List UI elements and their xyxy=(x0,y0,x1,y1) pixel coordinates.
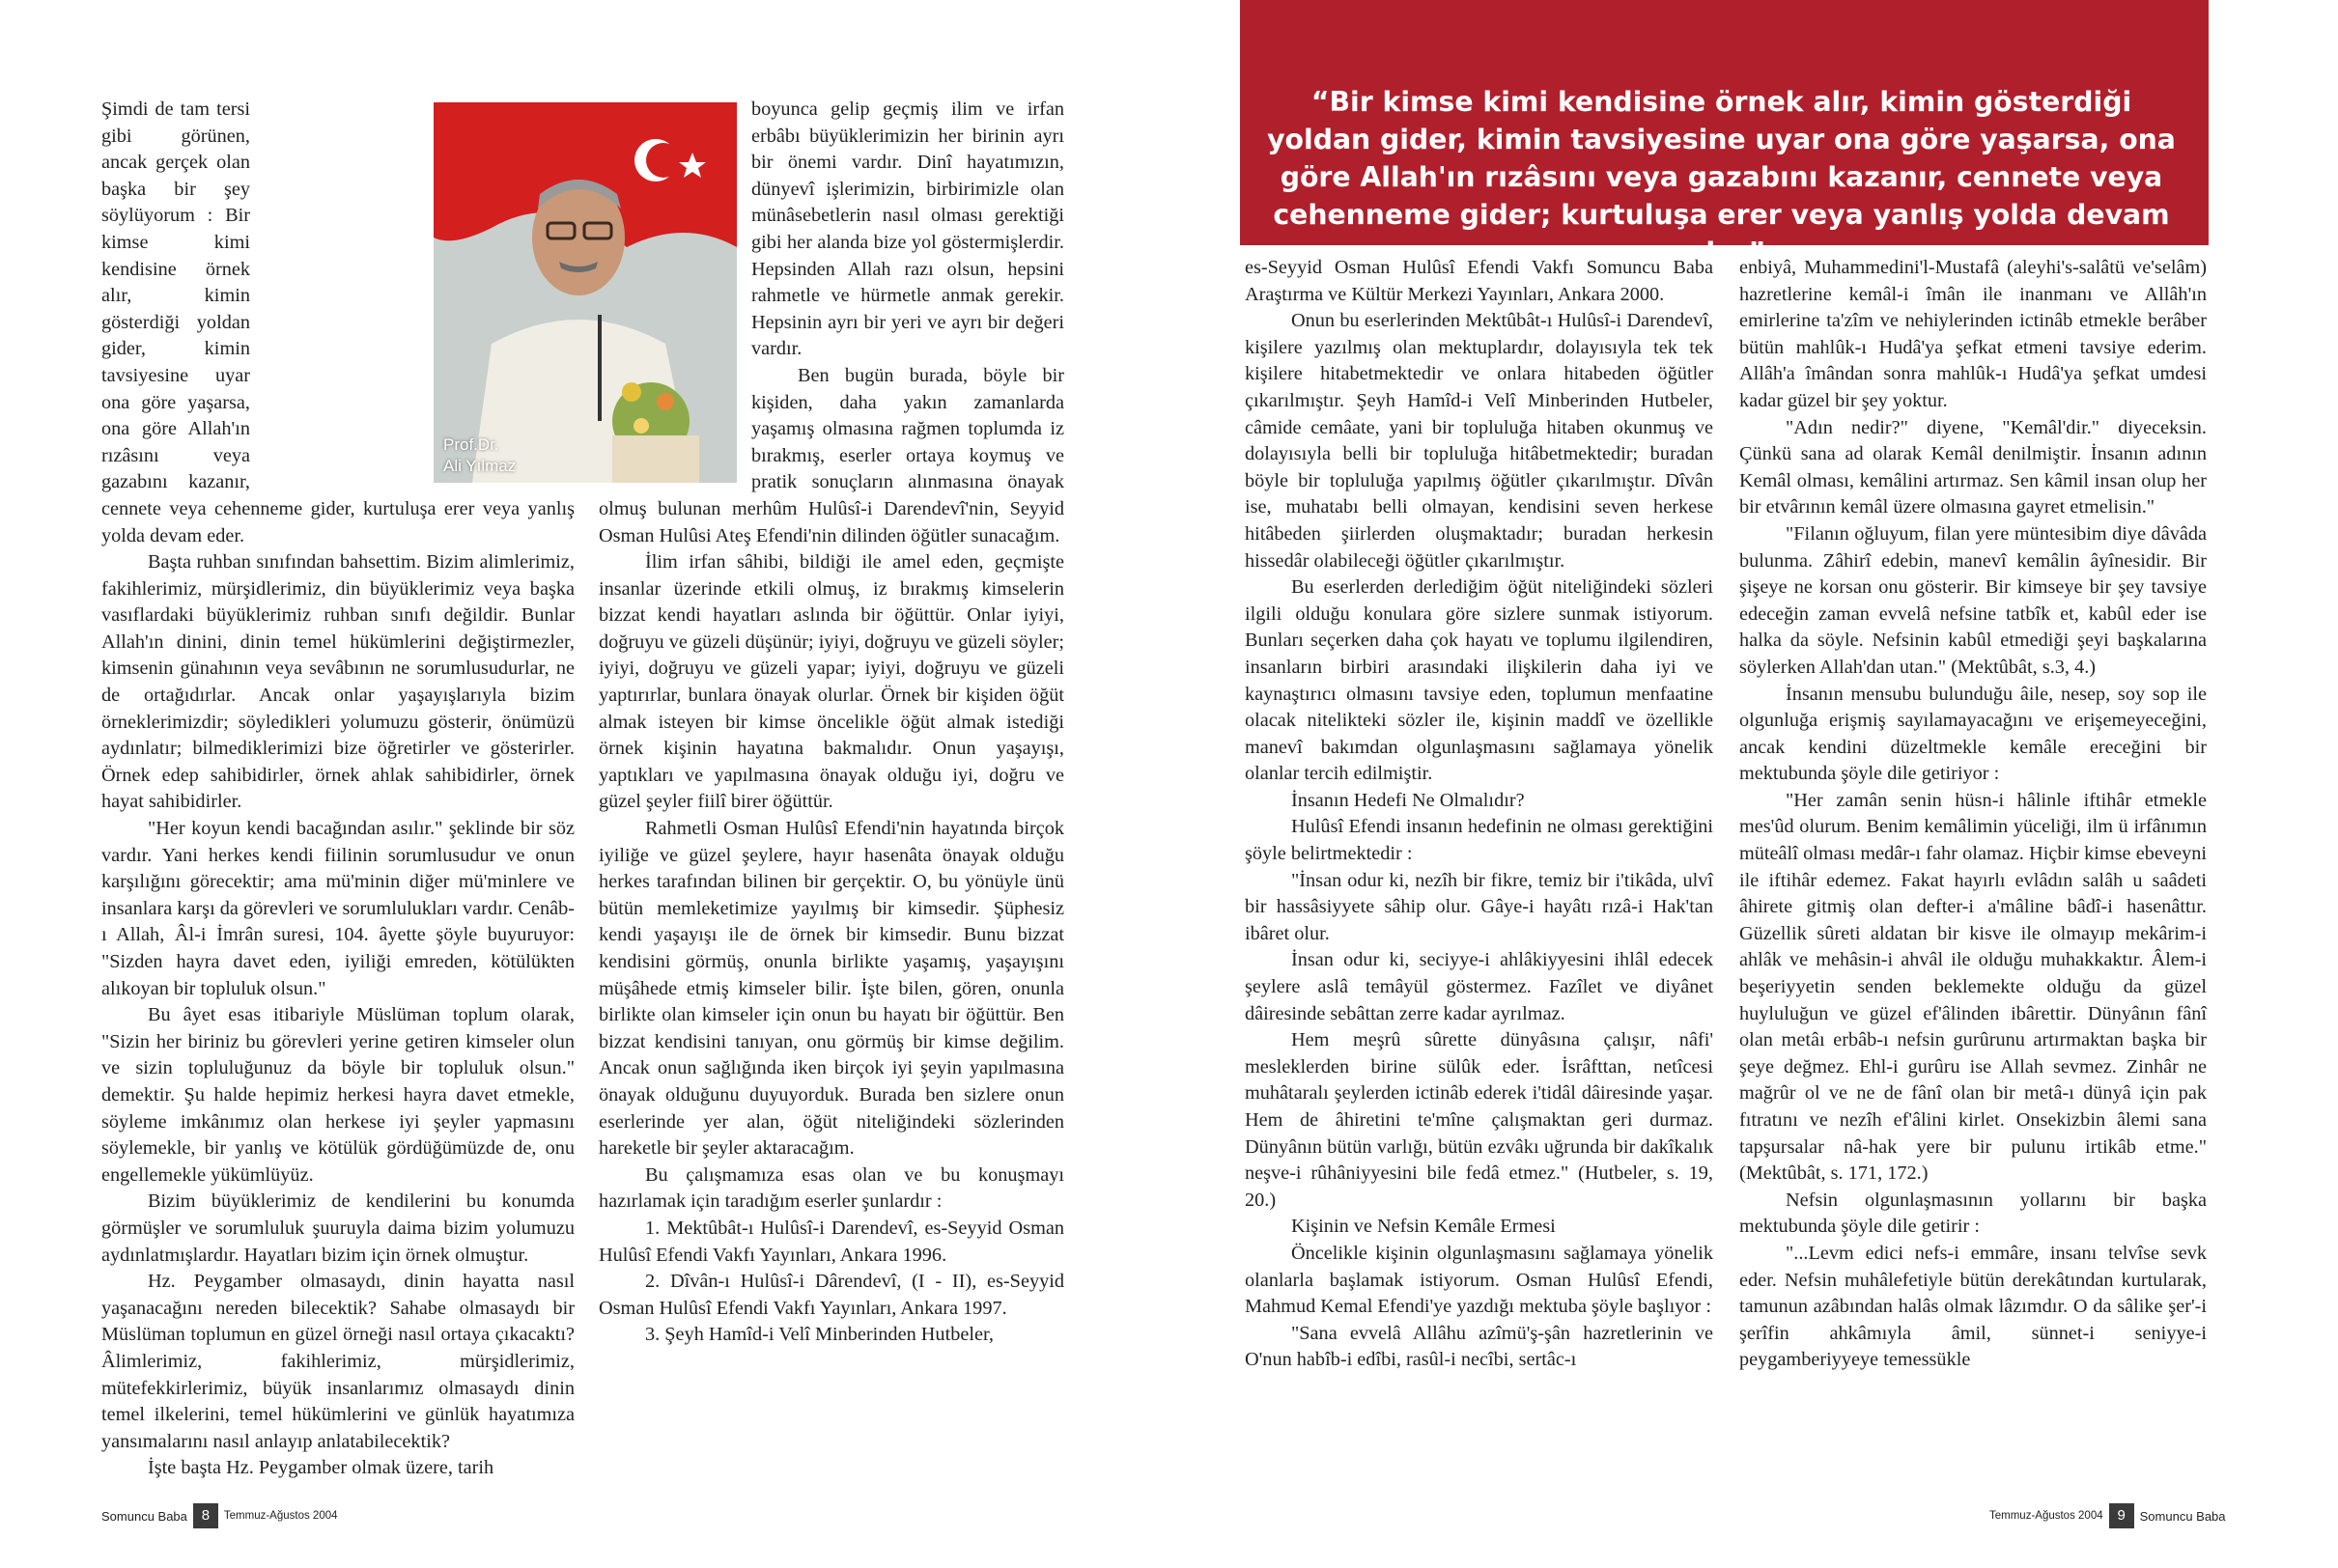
right-column-2 xyxy=(1739,255,2207,1374)
paragraph: boyunca gelip geçmiş ilim ve irfan erbâbı büyüklerimizin her birinin ayrı bir önemi vardır. Dinî hayatımızın, dünyevî işlerimizin, birbirimizle olan münâsebetlerin nasıl olması gerektiği gibi her alanda bize yol göstermişlerdir. Hepsinden Allah razı olsun, hepsini rahmetle ve hürmetle anmak gerekir. Hepsinin ayrı bir yeri ve ayrı bir değeri vardır. xyxy=(751,98,1064,360)
photo-caption-title: Prof.Dr. xyxy=(443,435,499,454)
footer-date: Temmuz-Ağustos 2004 xyxy=(223,1510,338,1522)
section-heading: Kişinin ve Nefsin Kemâle Ermesi xyxy=(1291,1216,1556,1238)
paragraph: Onun bu eserlerinden Mektûbât-ı Hulûsî-i Darendevî, kişilere yazılmış olan mektuplardır, dolayısıyla tek tek kişilere hitabetmektedir ve onlara hitabeden öğütler çıkarılmıştır. Şeyh Hamîd-i Velî Minberinden Hutbeler, câmide cemâate, yani bir topluluğa hitaben okunmuş ve dolayısıyla belli bir topluluğa hitâbetmektedir; buradan böyle bir topluluğa yapılmış öğütler çıkarılmıştır. Dîvân ise, muhatabı belli olmayan, kendisini seven herkese hitâbeden şiirlerden oluşmaktadır; buradan herkesin hissedâr olabileceği öğütler çıkarılmıştır. xyxy=(1245,310,1713,572)
left-column-2 xyxy=(599,97,1064,1349)
paragraph: Ben bugün burada, böyle bir kişiden, daha yakın zamanlarda yaşamış olmasına rağmen toplumda iz bırakmış, eserler ortaya koymuş ve pratik sonuçların alınmasına önayak olmuş bulunan merhûm Hulûsî-i Darendevî'nin, Seyyid Osman Hulûsi Ateş Efendi'nin dilinden öğütler sunacağım. xyxy=(599,364,1064,546)
page-number: 8 xyxy=(193,1503,218,1528)
photo-caption xyxy=(443,434,516,477)
paragraph: İlim irfan sâhibi, bildiği ile amel eden, geçmişte insanlar üzerinde etkili olmuş, iz bırakmış kimselerin bizzat kendi hayatları aslında bir öğüttür. Onlar iyiyi, doğruyu ve güzeli düşünür; iyiyi, doğruyu ve güzeli söyler; iyiyi, doğruyu ve güzeli yapar; iyiyi, doğruyu ve güzeli yaptırırlar, bunlara önayak olurlar. Örnek bir kişiden öğüt almak isteyen bir kimse öncelikle öğüt almak istediği örnek kişinin hayatına bakmalıdır. Onun yaşayışı, yaptıkları ve yapılmasına önayak olduğu iyi, doğru ve güzel şeyler fiilî birer öğüttür. xyxy=(599,551,1064,813)
paragraph: 1. Mektûbât-ı Hulûsî-i Darendevî, es-Seyyid Osman Hulûsî Efendi Vakfı Yayınları, Ankara 1996. xyxy=(599,1217,1064,1266)
footer-left xyxy=(101,1502,338,1529)
quote-paragraph: "...Levm edici nefs-i emmâre, insanı telvîse sevk eder. Nefsin muhâlefetiyle bütün derekâtından kurtularak, tamunun azâbından halâs olmak lâzımdır. O da sâlike şer'-i şerîfin ahkâmıyla âmil, sünnet-i seniyye-i peygamberiyyeye temessükle xyxy=(1739,1242,2207,1371)
paragraph: Öncelikle kişinin olgunlaşmasını sağlamaya yönelik olanlarla başlamak istiyorum. Osman Hulûsî Efendi, Mahmud Kemal Efendi'ye yazdığı mektuba şöyle başlıyor : xyxy=(1245,1242,1713,1318)
paragraph: 2. Dîvân-ı Hulûsî-i Dârendevî, (I - II), es-Seyyid Osman Hulûsî Efendi Vakfı Yayınları, Ankara 1997. xyxy=(599,1271,1064,1319)
page-number: 9 xyxy=(2109,1503,2134,1528)
paragraph: Nefsin olgunlaşmasının yollarını bir başka mektubunda şöyle dile getirir : xyxy=(1739,1189,2207,1238)
paragraph: Hulûsî Efendi insanın hedefinin ne olması gerektiğini şöyle belirtmektedir : xyxy=(1245,816,1713,865)
quote-paragraph: "İnsan odur ki, nezîh bir fikre, temiz bir i'tikâda, ulvî bir hassâsiyyete sâhip olur. Gâye-i hayâtı rızâ-i Hak'tan ibâret olur. xyxy=(1245,869,1713,944)
photo-caption-name: Ali Yılmaz xyxy=(443,457,517,475)
paragraph: Rahmetli Osman Hulûsî Efendi'nin hayatında birçok iyiliğe ve güzel şeylere, hayır hasenâta önayak olduğu herkes tarafından bilinen bir gerçektir. O, bu yönüyle ünü bütün memleketimize yayılmış bir kimsedir. Şüphesiz kendi yaşayışı ile de örnek bir kimsedir. Bunu bizzat kendisini görmüş, onunla birlikte yaşamış, yaşayışını müşâhede etmiş kimseler bilir. İşte bilen, gören, onunla birlikte olan kimseler için onun bu hayatı bir öğüttür. Ben bizzat kendisini tanıyan, onu görmüş bir kimse değilim. Ancak onun sağlığında iken birçok iyi şeyin yapılmasına önayak olduğunu duyuyorduk. Burada ben sizlere onun eserlerinde yer alan, öğüt niteliğindeki sözlerinden hareketle bir şeyler aktaracağım. xyxy=(599,818,1064,1160)
paragraph: İşte başta Hz. Peygamber olmak üzere, tarih xyxy=(148,1457,494,1479)
footer-magazine: Somuncu Baba xyxy=(101,1508,187,1524)
quote-paragraph: İnsan odur ki, seciyye-i ahlâkiyyesini ihlâl edecek şeylere aslâ temâyül göstermez. Fazîlet ve diyânet dâiresinde sebâttan zerre kadar ayrılmaz. xyxy=(1245,949,1713,1024)
quote-paragraph: Hem meşrû sûrette dünyâsına çalışır, nâfi' mesleklerden birine sülûk eder. İsrâfttan, netîcesi muhâtaralı şeylerden ictinâb ederek i'tidâl dâiresinde yaşar. Hem de âhiretini te'mîne çalışmaktan geri durmaz. Dünyânın bütün varlığı, bütün ezvâkı uğrunda bir dakîkalık neşve-i rûhâniyyesini bile fedâ etmez." (Hutbeler, s. 19, 20.) xyxy=(1245,1029,1713,1211)
quote-paragraph: "Sana evvelâ Allâhu azîmü'ş-şân hazretlerinin ve O'nun habîb-i edîbi, rasûl-i necîbi, sertâc-ı xyxy=(1245,1322,1713,1371)
pull-quote: “Bir kimse kimi kendisine örnek alır, kimin gösterdiği yoldan gider, kimin tavsiyesine uyar ona göre yaşarsa, ona göre Allah'ın rızâsını veya gazabını kazanır, cennete veya cehenneme gider; kurtuluşa erer veya yanlış yolda devam eder” xyxy=(1267,86,2176,268)
quote-paragraph: "Filanın oğluyum, filan yere müntesibim diye dâvâda bulunma. Zâhirî edebin, manevî kemâlin âyînesidir. Bir şişeye ne korsan onu gösterir. Bir kimseye bir şey tavsiye edeceğin zaman evvelâ nefsine tatbîk et, kabûl eder ise halka da söyle. Nefsinin kabûl etmediği şeyi başkalarına söylerken Allah'dan utan." (Mektûbât, s.3, 4.) xyxy=(1739,522,2207,678)
paragraph: es-Seyyid Osman Hulûsî Efendi Vakfı Somuncu Baba Araştırma ve Kültür Merkezi Yayınları, Ankara 2000. xyxy=(1245,257,1713,305)
paragraph: Hz. Peygamber olmasaydı, dinin hayatta nasıl yaşanacağını nereden bilecektik? Sahabe olmasaydı bir Müslüman toplumun en güzel örneği nasıl ortaya çıkacaktı? Âlimlerimiz, fakihlerimiz, mürşidlerimiz, mütefekkirlerimiz, büyük insanlarımız olmasaydı dinin temel ilkelerini, temel hükümlerini ve günlük hayatımıza yansımalarını nasıl anlayıp anlatabilecektik? xyxy=(101,1271,575,1452)
paragraph: İnsanın mensubu bulunduğu âile, nesep, soy sop ile olgunluğa erişmiş sayılamayacağını ve erişemeyeceğini, ancak kendini düzeltmekle kemâle ereceğini bir mektubunda şöyle dile getiriyor : xyxy=(1739,683,2207,785)
paragraph: Başta ruhban sınıfından bahsettim. Bizim alimlerimiz, fakihlerimiz, mürşidlerimiz, din büyüklerimiz veya başka vasıflardaki büyüklerimiz ruhban sınıfı değildir. Bunlar Allah'ın dinini, dinin temel hükümlerini değiştirmezler, kimsenin günahının veya sevâbının ne sorumlusudurlar, ne de ortağıdırlar. Ancak onlar yaşayışlarıyla bizim örneklerimizdir; söyledikleri yolumuzu gösterir, önümüzü aydınlatır; bilmediklerimizi bize öğretirler ve gösterirler. Örnek edep sahibidirler, örnek ahlak sahibidirler, örnek hayat sahibidirler. xyxy=(101,551,575,813)
footer-magazine: Somuncu Baba xyxy=(2139,1508,2226,1524)
quote-paragraph: "Her zamân senin hüsn-i hâlinle iftihâr etmekle mes'ûd olurum. Benim kemâlimin yüceliği, ilm ü irfânımın müteâlî olması medâr-ı fahr olamaz. Hiçbir kimse ebeveyni ile iftihâr edemez. Fakat hayırlı evlâdın salâh u saâdeti âhirete gitmiş olan defter-i a'mâline bâdî-i hasenâttır. Güzellik sûreti aldatan bir kisve ile olmayıp mekârim-i ahlâk ve mehâsin-i ahvâl ile olduğu muhakkaktır. Âlem-i beşeriyyetin senden beklemekte olduğu da güzel huyluluğun ve güzel ef'âlinden ibârettir. Dünyânın fânî olan metâı erbâb-ı nefsin gurûrunu artırmaktan başka bir şeye değmez. Ehl-i gurûru ise Allah sevmez. Zinhâr ne mağrûr ol ve ne de fânî olan bir metâ-ı dünyâ için pak fıtratını ve nezîh ef'âlini kirlet. Onsekizbin âlemi sana tapşursalar nâ-hak yere bir pulunu irtikâb etme." (Mektûbât, s. 171, 172.) xyxy=(1739,789,2207,1185)
paragraph: enbiyâ, Muhammedini'l-Mustafâ (aleyhi's-salâtü ve'selâm) hazretlerine kemâl-i îmân ile inanmanı ve Allâh'ın emirlerine ta'zîm ve nehiylerinden ictinâb etmekle berâber bütün mahlûk-ı Hudâ'ya şefkat etmeni tavsiye ederim. Allâh'a îmândan sonra mahlûk-ı Hudâ'ya şefkat umdesi kadar güzel bir şey yoktur. xyxy=(1739,257,2207,411)
pull-quote-banner xyxy=(1240,0,2209,268)
paragraph: "Her koyun kendi bacağından asılır." şeklinde bir söz vardır. Yani herkes kendi fiilinin sorumlusudur ve onun karşılığını görecektir; ama mü'minin diğer mü'minlere ve insanlara karşı da görevleri ve sorumlulukları vardır. Cenâb-ı Allah, Âl-i İmrân suresi, 104. âyette şöyle buyuruyor: "Sizden hayra davet eden, iyiliği emreden, kötülükten alıkoyan bir topluluk olsun." xyxy=(101,818,575,999)
paragraph: Bizim büyüklerimiz de kendilerini bu konumda görmüşler ve sorumluluk şuuruyla daima bizim yolumuzu aydınlatmışlardır. Hayatları bizim için örnek olmuştur. xyxy=(101,1190,575,1266)
footer-right xyxy=(1989,1502,2226,1529)
right-column-1 xyxy=(1245,255,1713,1374)
paragraph: Bu eserlerden derlediğim öğüt niteliğindeki sözleri ilgili olduğu konulara göre sizlere sunmak istiyorum. Bunları seçerken daha çok hayatı ve toplumu ilgilendiren, insanların birbiri arasındaki ilişkilerin daha iyi ve kaynaştırıcı olmasını tavsiye eden, toplumun menfaatine olacak nitelikteki sözler ile, kişinin maddî ve özellikle manevî bakımdan olgunlaşmasını sağlamaya yönelik olanlar tercih edilmiştir. xyxy=(1245,576,1713,785)
paragraph: 3. Şeyh Hamîd-i Velî Minberinden Hutbeler, xyxy=(645,1324,994,1346)
footer-date: Temmuz-Ağustos 2004 xyxy=(1989,1510,2103,1522)
quote-paragraph: "Adın nedir?" diyene, "Kemâl'dir." diyeceksin. Çünkü sana ad olarak Kemâl denilmiştir. İnsanın adının Kemâl olması, kemâlini artırmaz. Sen kâmil insan olup her bir etvârının kemâl üzere olmasına gayret etmelisin." xyxy=(1739,416,2207,518)
photo-float-spacer xyxy=(599,97,751,483)
paragraph: Şimdi de tam tersi gibi görünen, ancak gerçek olan başka bir şey söylüyorum : Bir kimse kimi kendisine örnek alır, kimin gösterdiği yoldan gider, kimin tavsiyesine uyar ona göre yaşarsa, ona göre Allah'ın rızâsını veya gazabını kazanır, cennete veya cehenneme gider, kurtuluşa erer veya yanlış yolda devam eder. xyxy=(101,98,575,546)
section-heading: İnsanın Hedefi Ne Olmalıdır? xyxy=(1291,789,1525,811)
paragraph: Bu âyet esas itibariyle Müslüman toplum olarak, "Sizin her biriniz bu görevleri yerine getiren kimseler olun ve sizin topluluğunuz da böyle bir topluluk olsun." demektir. Şu halde hepimiz herkesi hayra davet etmekle, söyleme imkânımız olan herkese iyi şeyler yapmasını söylemekle, bir yanlış ve kötülük gördüğümüzde de, onu engellemekle yükümlüyüz. xyxy=(101,1004,575,1186)
paragraph: Bu çalışmamıza esas olan ve bu konuşmayı hazırlamak için taradığım eserler şunlardır : xyxy=(599,1163,1064,1213)
